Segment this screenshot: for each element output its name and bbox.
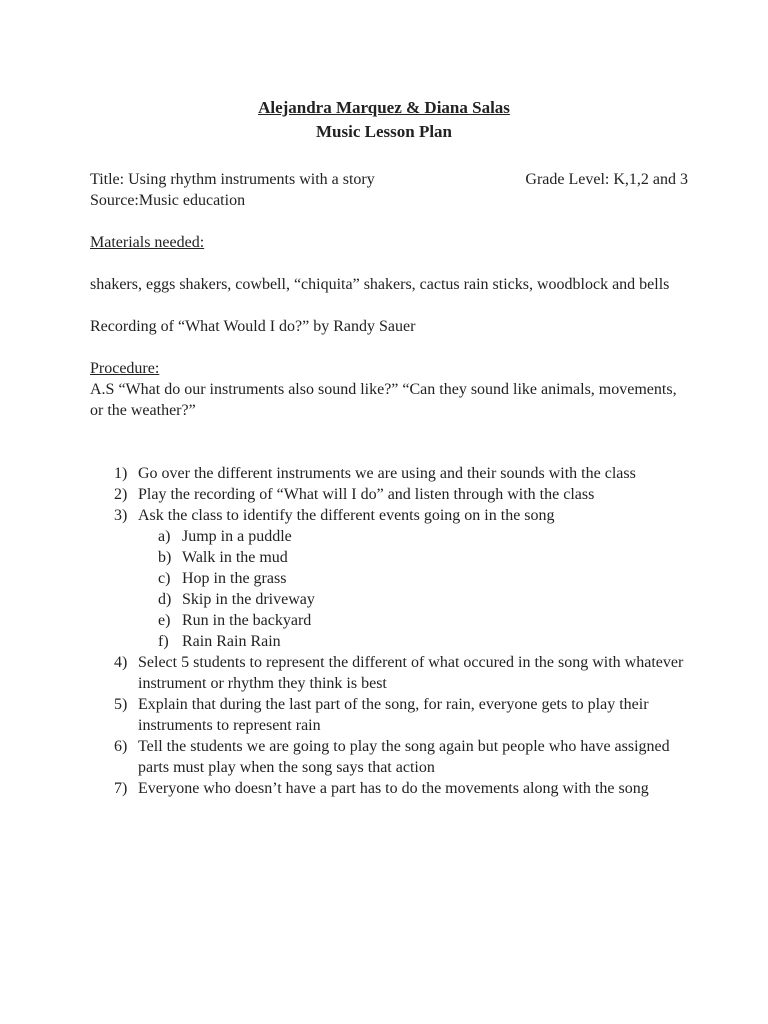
event-text: Run in the backyard [182, 612, 312, 629]
document-body [90, 169, 690, 799]
step-text: Select 5 students to represent the different of what occured in the song with whatever instrument or rhythm they think is best [138, 654, 684, 692]
document-title: Music Lesson Plan [315, 122, 453, 141]
procedure-steps [90, 463, 690, 799]
step-number: 5) [114, 696, 128, 713]
materials-list: shakers, eggs shakers, cowbell, “chiquita” shakers, cactus rain sticks, woodblock and bells [90, 276, 670, 293]
event-text: Jump in a puddle [182, 528, 292, 545]
step-text: Tell the students we are going to play the song again but people who have assigned parts must play when the song says that action [138, 738, 670, 776]
event-text: Rain Rain Rain [182, 633, 281, 650]
step-number: 7) [114, 780, 128, 797]
list-item [158, 610, 690, 631]
procedure-step [90, 778, 690, 799]
authors-heading: Alejandra Marquez & Diana Salas [258, 98, 510, 117]
step-number: 1) [114, 465, 128, 482]
list-item [158, 526, 690, 547]
event-label: f) [158, 633, 169, 650]
step-number: 6) [114, 738, 128, 755]
step-number: 3) [114, 507, 128, 524]
procedure-step [90, 484, 690, 505]
step-text: Explain that during the last part of the song, for rain, everyone gets to play their instruments to represent rain [138, 696, 649, 734]
step-number: 4) [114, 654, 128, 671]
event-label: e) [158, 612, 171, 629]
lesson-title: Title: Using rhythm instruments with a story [90, 171, 375, 188]
event-label: c) [158, 570, 171, 587]
anticipatory-set: A.S “What do our instruments also sound like?” “Can they sound like animals, movements, or the weather?” [90, 381, 677, 419]
procedure-heading: Procedure: [90, 360, 160, 377]
list-item [158, 631, 690, 652]
song-events-list [138, 526, 690, 652]
step-text: Everyone who doesn’t have a part has to do the movements along with the song [138, 780, 649, 797]
step-text: Go over the different instruments we are using and their sounds with the class [138, 465, 636, 482]
event-label: d) [158, 591, 172, 608]
recording-line: Recording of “What Would I do?” by Randy Sauer [90, 318, 416, 335]
procedure-step [90, 463, 690, 484]
event-label: b) [158, 549, 172, 566]
grade-level: Grade Level: K,1,2 and 3 [525, 171, 688, 188]
procedure-step [90, 652, 690, 694]
step-number: 2) [114, 486, 128, 503]
event-text: Walk in the mud [182, 549, 288, 566]
event-text: Hop in the grass [182, 570, 287, 587]
event-text: Skip in the driveway [182, 591, 315, 608]
step-text: Play the recording of “What will I do” and listen through with the class [138, 486, 595, 503]
step-text: Ask the class to identify the different events going on in the song [138, 507, 555, 524]
procedure-step [90, 694, 690, 736]
procedure-step [90, 736, 690, 778]
list-item [158, 547, 690, 568]
list-item [158, 568, 690, 589]
materials-heading: Materials needed: [90, 234, 205, 251]
title-row [90, 169, 688, 190]
event-label: a) [158, 528, 171, 545]
list-item [158, 589, 690, 610]
procedure-step [90, 505, 690, 652]
document-header [0, 96, 768, 144]
source-line: Source:Music education [90, 192, 246, 209]
